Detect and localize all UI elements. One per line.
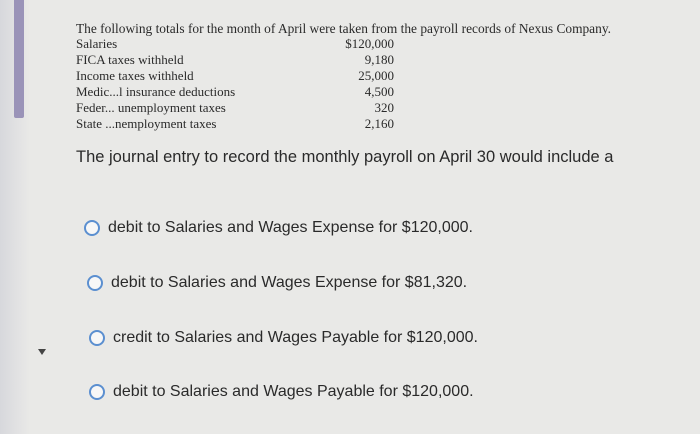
payroll-row-salaries	[76, 36, 686, 52]
radio-circle-icon[interactable]	[89, 384, 105, 400]
question-prompt: The journal entry to record the monthly payroll on April 30 would include a	[76, 148, 614, 166]
question-block	[76, 22, 686, 132]
payroll-row-medical	[76, 84, 686, 100]
payroll-amount: $120,000	[345, 36, 394, 51]
payroll-label: Feder... unemployment taxes	[76, 100, 226, 115]
left-rail-accent	[14, 0, 24, 118]
radio-circle-icon[interactable]	[84, 220, 100, 236]
collapse-caret-icon[interactable]	[38, 349, 46, 355]
answer-option-text: debit to Salaries and Wages Expense for $120,000.	[108, 219, 473, 236]
payroll-amount: 25,000	[358, 68, 394, 83]
answer-option-2[interactable]	[87, 273, 467, 293]
payroll-label: Medic...l insurance deductions	[76, 84, 236, 99]
payroll-label: Salaries	[76, 36, 118, 51]
payroll-label: FICA taxes withheld	[76, 52, 184, 67]
payroll-label: State ...nemployment taxes	[76, 116, 217, 131]
payroll-amount: 4,500	[364, 84, 394, 99]
answer-option-text: debit to Salaries and Wages Payable for $120,000.	[113, 383, 474, 400]
payroll-row-federal-unemployment	[76, 100, 686, 116]
payroll-label: Income taxes withheld	[76, 68, 194, 83]
answer-option-1[interactable]	[84, 218, 473, 238]
payroll-amount: 2,160	[364, 116, 394, 131]
payroll-amount: 320	[374, 100, 394, 115]
payroll-row-income-tax	[76, 68, 686, 84]
payroll-row-state-unemployment	[76, 116, 686, 132]
radio-circle-icon[interactable]	[87, 275, 103, 291]
payroll-amount: 9,180	[364, 52, 394, 67]
radio-circle-icon[interactable]	[89, 330, 105, 346]
question-stem: The following totals for the month of April were taken from the payroll records of Nexus Company.	[76, 21, 611, 36]
answer-option-text: debit to Salaries and Wages Expense for $81,320.	[111, 274, 468, 291]
answer-option-3[interactable]	[89, 328, 478, 348]
answer-option-4[interactable]	[89, 382, 474, 402]
answer-option-text: credit to Salaries and Wages Payable for $120,000.	[113, 329, 478, 346]
payroll-row-fica	[76, 52, 686, 68]
